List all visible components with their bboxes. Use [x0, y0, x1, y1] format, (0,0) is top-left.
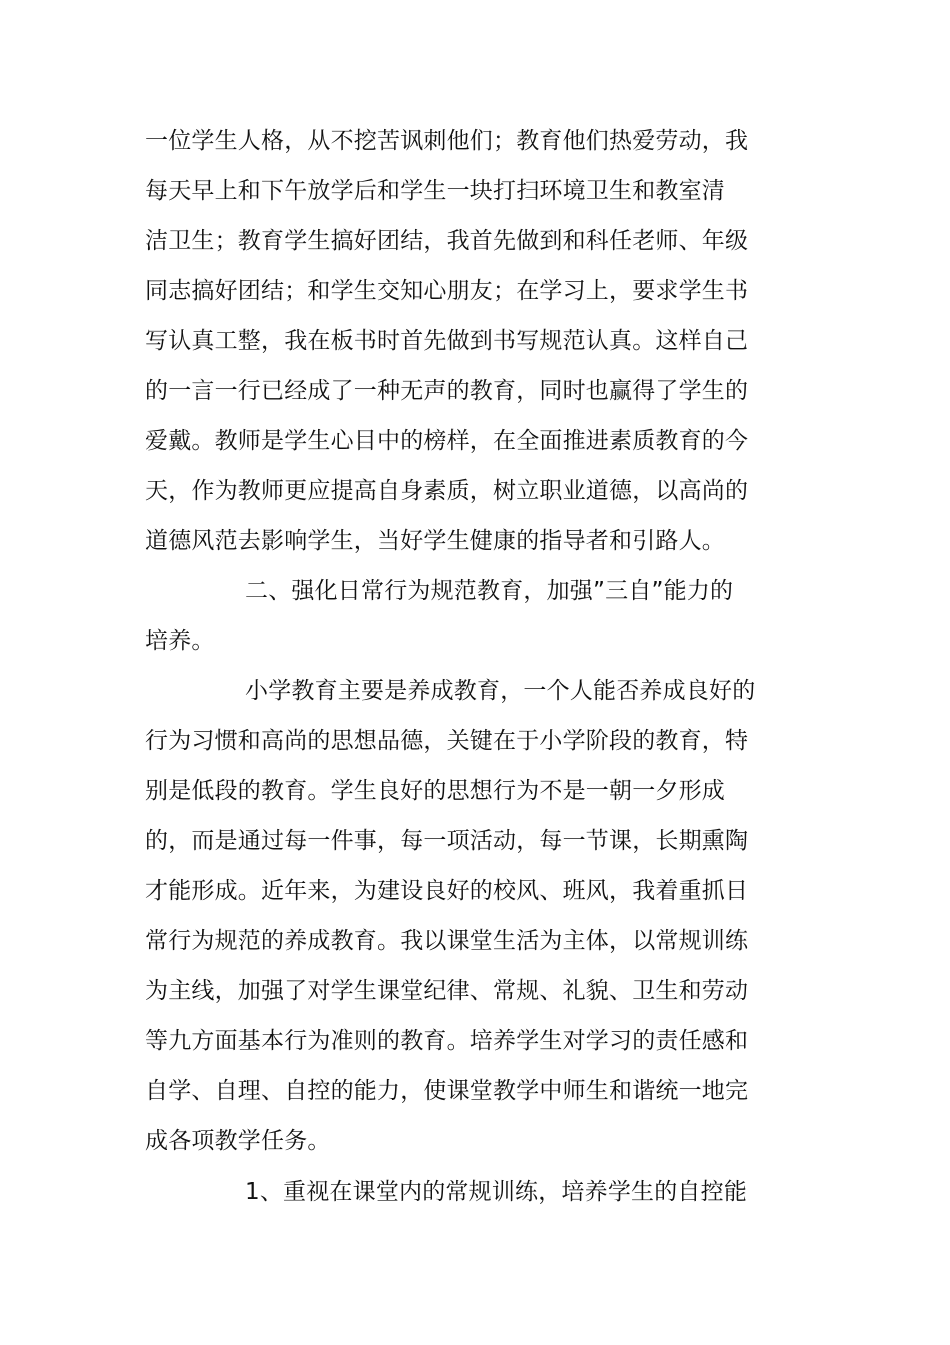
- text-line: 才能形成。近年来，为建设良好的校风、班风，我着重抓日: [145, 878, 749, 904]
- section-heading: 二、强化日常行为规范教育，加强”三自”能力的: [245, 578, 734, 604]
- text-line: 别是低段的教育。学生良好的思想行为不是一朝一夕形成: [145, 778, 725, 804]
- paragraph-first-line: 小学教育主要是养成教育，一个人能否养成良好的: [245, 678, 756, 704]
- text-line: 自学、自理、自控的能力，使课堂教学中师生和谐统一地完: [145, 1078, 749, 1104]
- text-line: 的，而是通过每一件事，每一项活动，每一节课，长期熏陶: [145, 828, 749, 854]
- text-line: 一位学生人格，从不挖苦讽刺他们；教育他们热爱劳动，我: [145, 128, 749, 154]
- numbered-item: 1、重视在课堂内的常规训练，培养学生的自控能: [245, 1179, 748, 1205]
- text-line: 成各项教学任务。: [145, 1128, 331, 1154]
- text-line: 每天早上和下午放学后和学生一块打扫环境卫生和教室清: [145, 178, 725, 204]
- text-line: 常行为规范的养成教育。我以课堂生活为主体，以常规训练: [145, 928, 749, 954]
- text-line: 行为习惯和高尚的思想品德，关键在于小学阶段的教育，特: [145, 728, 749, 754]
- section-heading-continuation: 培养。: [145, 628, 215, 654]
- text-line: 的一言一行已经成了一种无声的教育，同时也赢得了学生的: [145, 378, 749, 404]
- text-line: 为主线，加强了对学生课堂纪律、常规、礼貌、卫生和劳动: [145, 978, 749, 1004]
- text-line: 天，作为教师更应提高自身素质，树立职业道德，以高尚的: [145, 478, 749, 504]
- text-line: 洁卫生；教育学生搞好团结，我首先做到和科任老师、年级: [145, 228, 749, 254]
- text-line: 爱戴。教师是学生心目中的榜样，在全面推进素质教育的今: [145, 428, 749, 454]
- text-line: 同志搞好团结；和学生交知心朋友；在学习上，要求学生书: [145, 278, 749, 304]
- text-line: 等九方面基本行为准则的教育。培养学生对学习的责任感和: [145, 1028, 749, 1054]
- text-line: 道德风范去影响学生，当好学生健康的指导者和引路人。: [145, 528, 725, 554]
- text-line: 写认真工整，我在板书时首先做到书写规范认真。这样自己: [145, 328, 749, 354]
